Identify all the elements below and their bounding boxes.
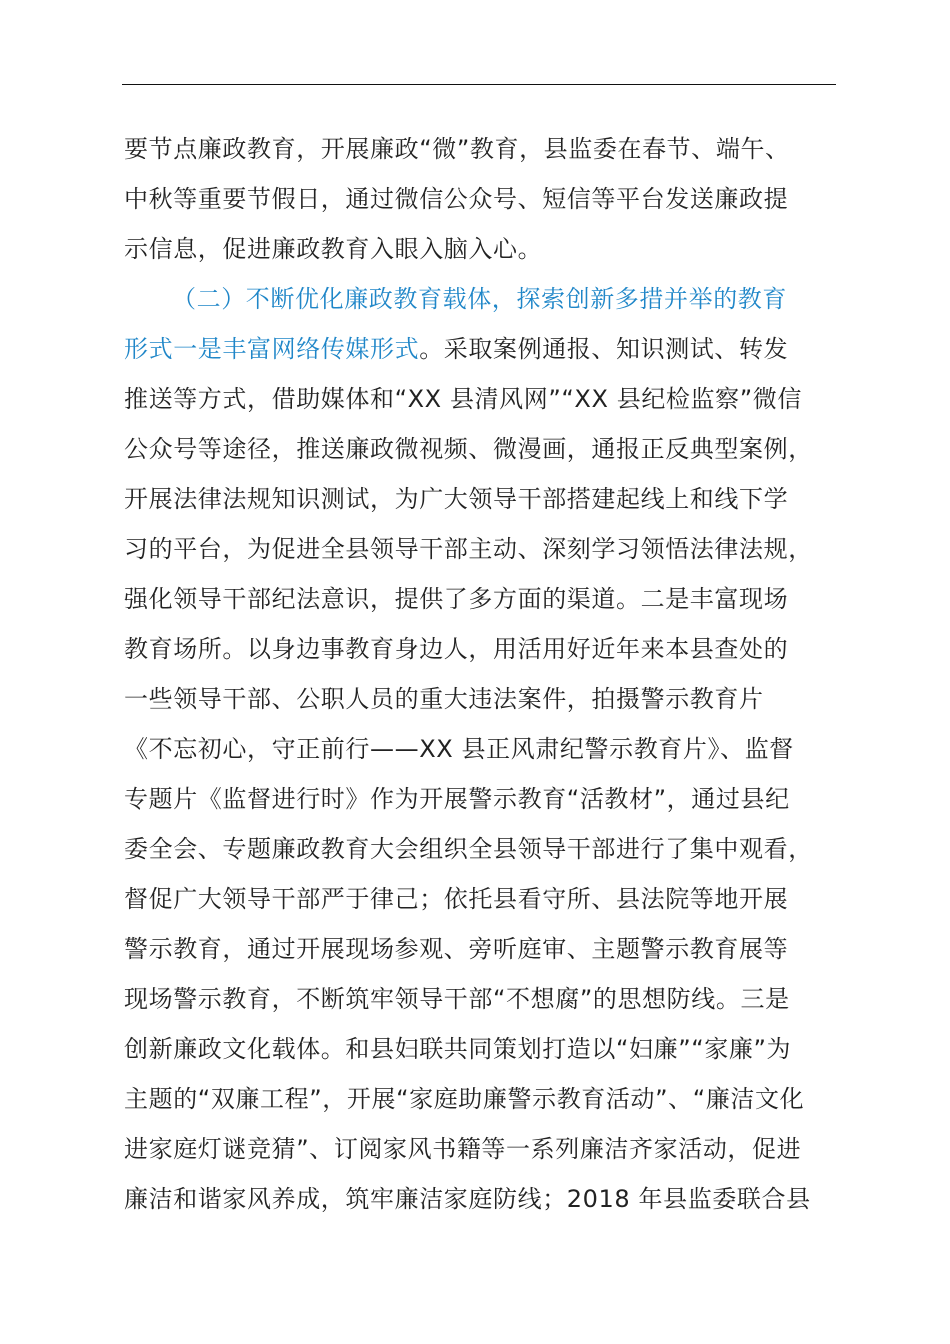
body-text-segment: 专题片《监督进行时》作为开展警示教育“活教材”，通过县纪	[124, 785, 790, 813]
body-text-segment: 廉洁和谐家风养成，筑牢廉洁家庭防线；2018 年县监委联合县	[124, 1185, 811, 1213]
text-line	[124, 874, 864, 924]
body-text-segment: 推送等方式，借助媒体和“XX 县清风网”“XX 县纪检监察”微信	[124, 385, 802, 413]
text-line	[124, 524, 864, 574]
body-text	[124, 124, 864, 1224]
text-line	[124, 624, 864, 674]
body-text-segment: 示信息，促进廉政教育入眼入脑入心。	[124, 235, 543, 263]
text-line	[124, 674, 864, 724]
body-text-segment: 警示教育，通过开展现场参观、旁听庭审、主题警示教育展等	[124, 935, 789, 963]
body-text-segment: 主题的“双廉工程”，开展“家庭助廉警示教育活动”、“廉洁文化	[124, 1085, 805, 1113]
header-rule	[122, 84, 836, 85]
text-line	[124, 224, 864, 274]
body-text-segment: 督促广大领导干部严于律己；依托县看守所、县法院等地开展	[124, 885, 789, 913]
text-line	[124, 774, 864, 824]
heading-text: （二）不断优化廉政教育载体，探索创新多措并举的教育	[172, 285, 787, 313]
body-text-segment: 公众号等途径，推送廉政微视频、微漫画，通报正反典型案例，	[124, 435, 813, 463]
text-line	[124, 124, 864, 174]
body-text-segment: 要节点廉政教育，开展廉政“微”教育，县监委在春节、端午、	[124, 135, 790, 163]
body-text-segment: 强化领导干部纪法意识，提供了多方面的渠道。二是丰富现场	[124, 585, 789, 613]
text-line	[124, 424, 864, 474]
text-line	[124, 974, 864, 1024]
text-line	[124, 1174, 864, 1224]
text-line	[124, 374, 864, 424]
text-line	[124, 924, 864, 974]
text-line	[124, 474, 864, 524]
text-line	[124, 324, 864, 374]
body-text-segment: 开展法律法规知识测试，为广大领导干部搭建起线上和线下学	[124, 485, 789, 513]
body-text-segment: 习的平台，为促进全县领导干部主动、深刻学习领悟法律法规，	[124, 535, 813, 563]
body-text-segment: 教育场所。以身边事教育身边人，用活用好近年来本县查处的	[124, 635, 789, 663]
body-text-segment: 委全会、专题廉政教育大会组织全县领导干部进行了集中观看，	[124, 835, 813, 863]
text-line	[124, 574, 864, 624]
heading-text: 形式一是丰富网络传媒形式	[124, 335, 420, 363]
body-text-segment: 。采取案例通报、知识测试、转发	[419, 335, 789, 363]
body-text-segment: 一些领导干部、公职人员的重大违法案件，拍摄警示教育片	[124, 685, 764, 713]
text-line	[124, 1124, 864, 1174]
text-line	[124, 1074, 864, 1124]
body-text-segment: 现场警示教育，不断筑牢领导干部“不想腐”的思想防线。三是	[124, 985, 790, 1013]
text-line	[124, 824, 864, 874]
body-text-segment: 进家庭灯谜竞猜”、订阅家风书籍等一系列廉洁齐家活动，促进	[124, 1135, 802, 1163]
body-text-segment: 《不忘初心，守正前行——XX 县正风肃纪警示教育片》、监督	[124, 735, 794, 763]
text-line	[124, 724, 864, 774]
text-line	[124, 274, 864, 324]
text-line	[124, 174, 864, 224]
text-line	[124, 1024, 864, 1074]
body-text-segment: 创新廉政文化载体。和县妇联共同策划打造以“妇廉”“家廉”为	[124, 1035, 792, 1063]
body-text-segment: 中秋等重要节假日，通过微信公众号、短信等平台发送廉政提	[124, 185, 789, 213]
